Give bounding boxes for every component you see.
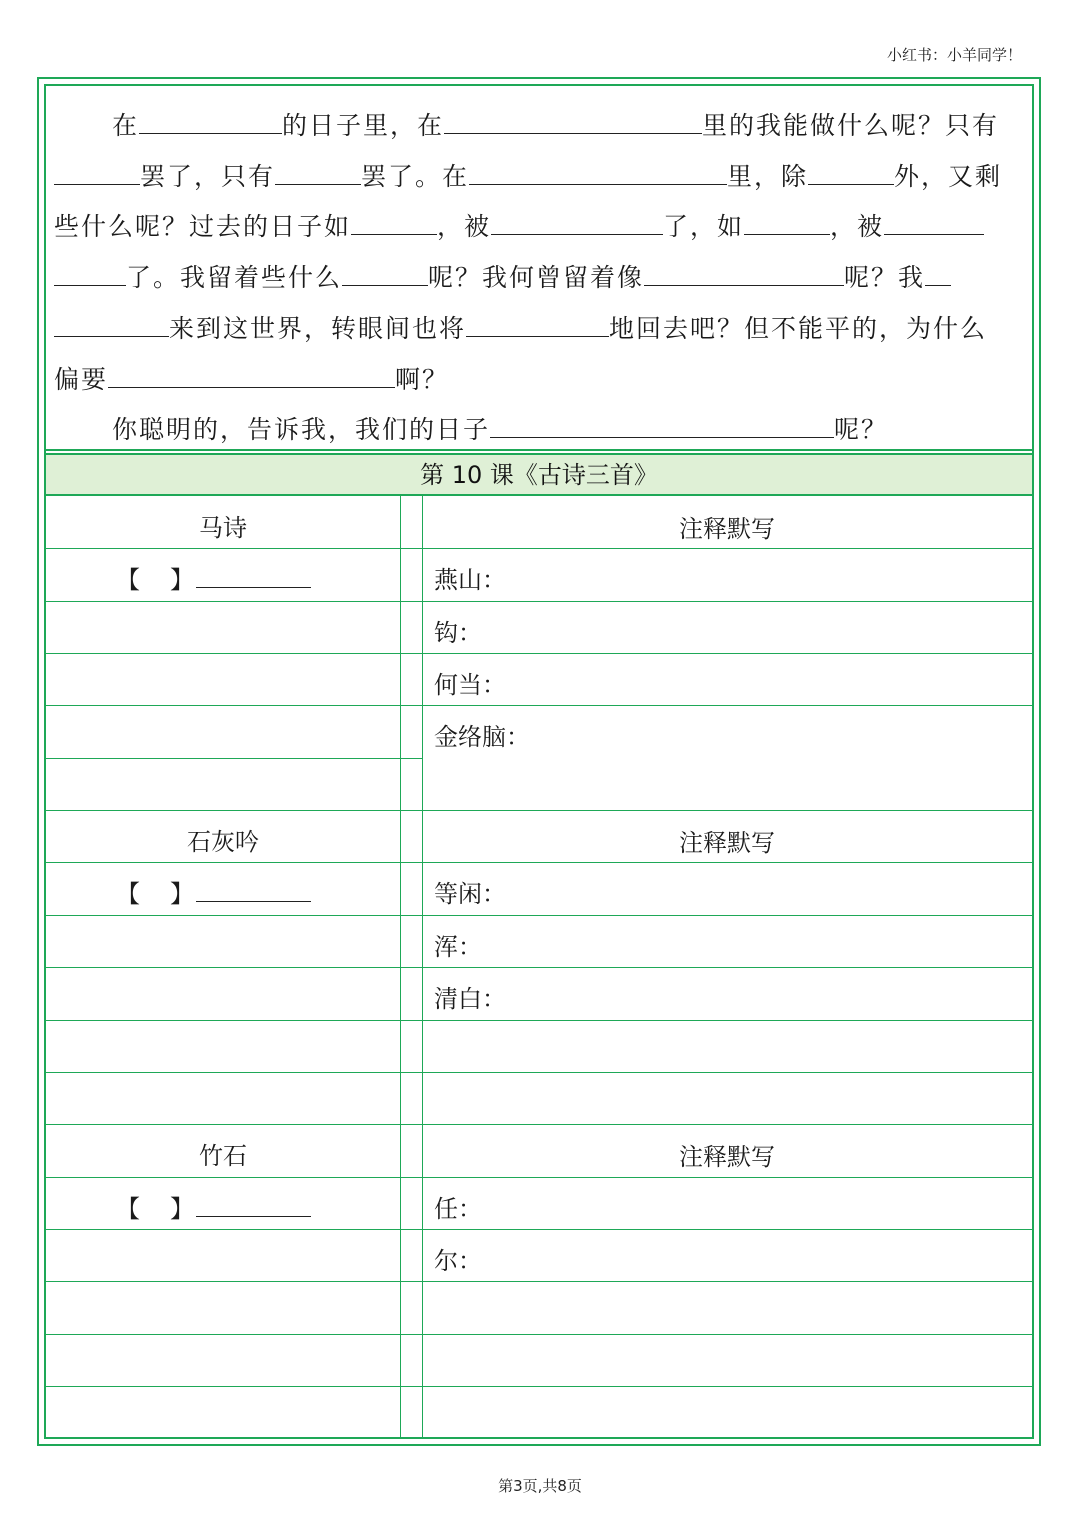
poem-title: 马诗: [199, 514, 247, 542]
author-dynasty-blank: [116, 874, 311, 909]
answer-blank[interactable]: [925, 261, 951, 286]
bracket-close: 】: [170, 880, 194, 908]
table-row-line: [46, 1229, 1032, 1230]
table-row-line: [46, 1177, 1032, 1178]
poem-table: [46, 496, 1032, 1437]
answer-blank[interactable]: [884, 210, 984, 235]
bracket-close: 】: [170, 566, 194, 594]
passage-text: 的日子里，在: [282, 111, 445, 140]
bracket-close: 】: [170, 1195, 194, 1223]
answer-blank[interactable]: [469, 160, 727, 185]
passage-text: 外，又剩: [894, 162, 1003, 191]
answer-blank[interactable]: [444, 109, 702, 134]
passage-text: 罢了。在: [361, 162, 470, 191]
table-row-line: [46, 1072, 1032, 1073]
table-row-line: [46, 758, 423, 759]
passage-text: 里的我能做什么呢？只有: [702, 111, 1000, 140]
answer-blank[interactable]: [54, 312, 169, 337]
table-row-line: [46, 1281, 1032, 1282]
passage-text: 呢？我何曾留着像: [428, 263, 645, 292]
bracket-open: 【: [116, 880, 140, 908]
table-row-line: [46, 548, 1032, 549]
author-blank[interactable]: [196, 1192, 311, 1217]
worksheet-frame: [37, 77, 1041, 1446]
lesson-title: 第 10 课《古诗三首》: [420, 461, 658, 489]
passage-line-5: [54, 309, 987, 349]
note-term[interactable]: 浑：: [434, 933, 482, 961]
passage-text: 你聪明的，告诉我，我们的日子: [112, 415, 491, 444]
note-term[interactable]: 燕山：: [434, 566, 506, 594]
passage-line-4: [54, 258, 951, 298]
section-divider: [46, 449, 1032, 451]
table-row-line: [46, 653, 1032, 654]
watermark-text: 小红书：小羊同学！: [886, 46, 1022, 64]
author-dynasty-blank: [116, 1189, 311, 1224]
answer-blank[interactable]: [139, 109, 282, 134]
poem-title: 竹石: [199, 1142, 247, 1170]
answer-blank[interactable]: [490, 413, 834, 438]
author-blank[interactable]: [196, 877, 311, 902]
bracket-open: 【: [116, 566, 140, 594]
bracket-open: 【: [116, 1195, 140, 1223]
table-row-line: [46, 967, 1032, 968]
passage-text: 罢了，只有: [140, 162, 276, 191]
answer-blank[interactable]: [54, 261, 126, 286]
passage-text: 在: [112, 111, 140, 140]
page-number: 第3页,共8页: [498, 1477, 582, 1495]
passage-text: 啊？: [395, 365, 450, 394]
table-row-line: [46, 601, 1032, 602]
notes-header: 注释默写: [679, 1143, 775, 1171]
answer-blank[interactable]: [644, 261, 844, 286]
lesson-title-band: [46, 453, 1032, 496]
passage-line-1: [112, 106, 999, 146]
passage-text: 呢？我: [844, 263, 926, 292]
table-row-line: [46, 1020, 1032, 1021]
table-row-line: [46, 810, 1032, 811]
answer-blank[interactable]: [342, 261, 428, 286]
note-term[interactable]: 何当：: [434, 671, 506, 699]
fill-in-passage: [54, 86, 1034, 449]
answer-blank[interactable]: [351, 210, 437, 235]
worksheet-inner-frame: [44, 84, 1034, 1439]
answer-blank[interactable]: [108, 363, 395, 388]
answer-blank[interactable]: [275, 160, 361, 185]
passage-text: ，被: [830, 212, 885, 241]
note-term[interactable]: 金络脑：: [434, 723, 530, 751]
author-blank[interactable]: [196, 563, 311, 588]
passage-text: 呢？: [834, 415, 889, 444]
passage-line-2: [54, 157, 1002, 197]
note-term[interactable]: 尔：: [434, 1247, 482, 1275]
passage-line-3: [54, 207, 984, 247]
table-row-line: [46, 862, 1032, 863]
table-row-line: [46, 915, 1032, 916]
passage-text: 了，如: [663, 212, 745, 241]
passage-text: 地回去吧？但不能平的，为什么: [609, 314, 988, 343]
answer-blank[interactable]: [54, 160, 140, 185]
answer-blank[interactable]: [466, 312, 609, 337]
author-dynasty-blank: [116, 560, 311, 595]
poem-title: 石灰吟: [187, 828, 259, 856]
passage-text: 了。我留着些什么: [126, 263, 343, 292]
table-row-line: [46, 1124, 1032, 1125]
answer-blank[interactable]: [491, 210, 663, 235]
table-row-line: [46, 705, 1032, 706]
note-term[interactable]: 等闲：: [434, 880, 506, 908]
answer-blank[interactable]: [744, 210, 830, 235]
table-row-line: [46, 1386, 1032, 1387]
answer-blank[interactable]: [808, 160, 894, 185]
passage-line-6: [54, 360, 449, 400]
passage-line-7: [112, 410, 888, 450]
passage-text: 里，除: [727, 162, 809, 191]
passage-text: 来到这世界，转眼间也将: [169, 314, 467, 343]
notes-header: 注释默写: [679, 515, 775, 543]
note-term[interactable]: 任：: [434, 1195, 482, 1223]
passage-text: 些什么呢？过去的日子如: [54, 212, 352, 241]
table-row-line: [46, 1334, 1032, 1335]
passage-text: ，被: [437, 212, 492, 241]
note-term[interactable]: 钩：: [434, 619, 482, 647]
note-term[interactable]: 清白：: [434, 985, 506, 1013]
notes-header: 注释默写: [679, 829, 775, 857]
passage-text: 偏要: [54, 365, 109, 394]
